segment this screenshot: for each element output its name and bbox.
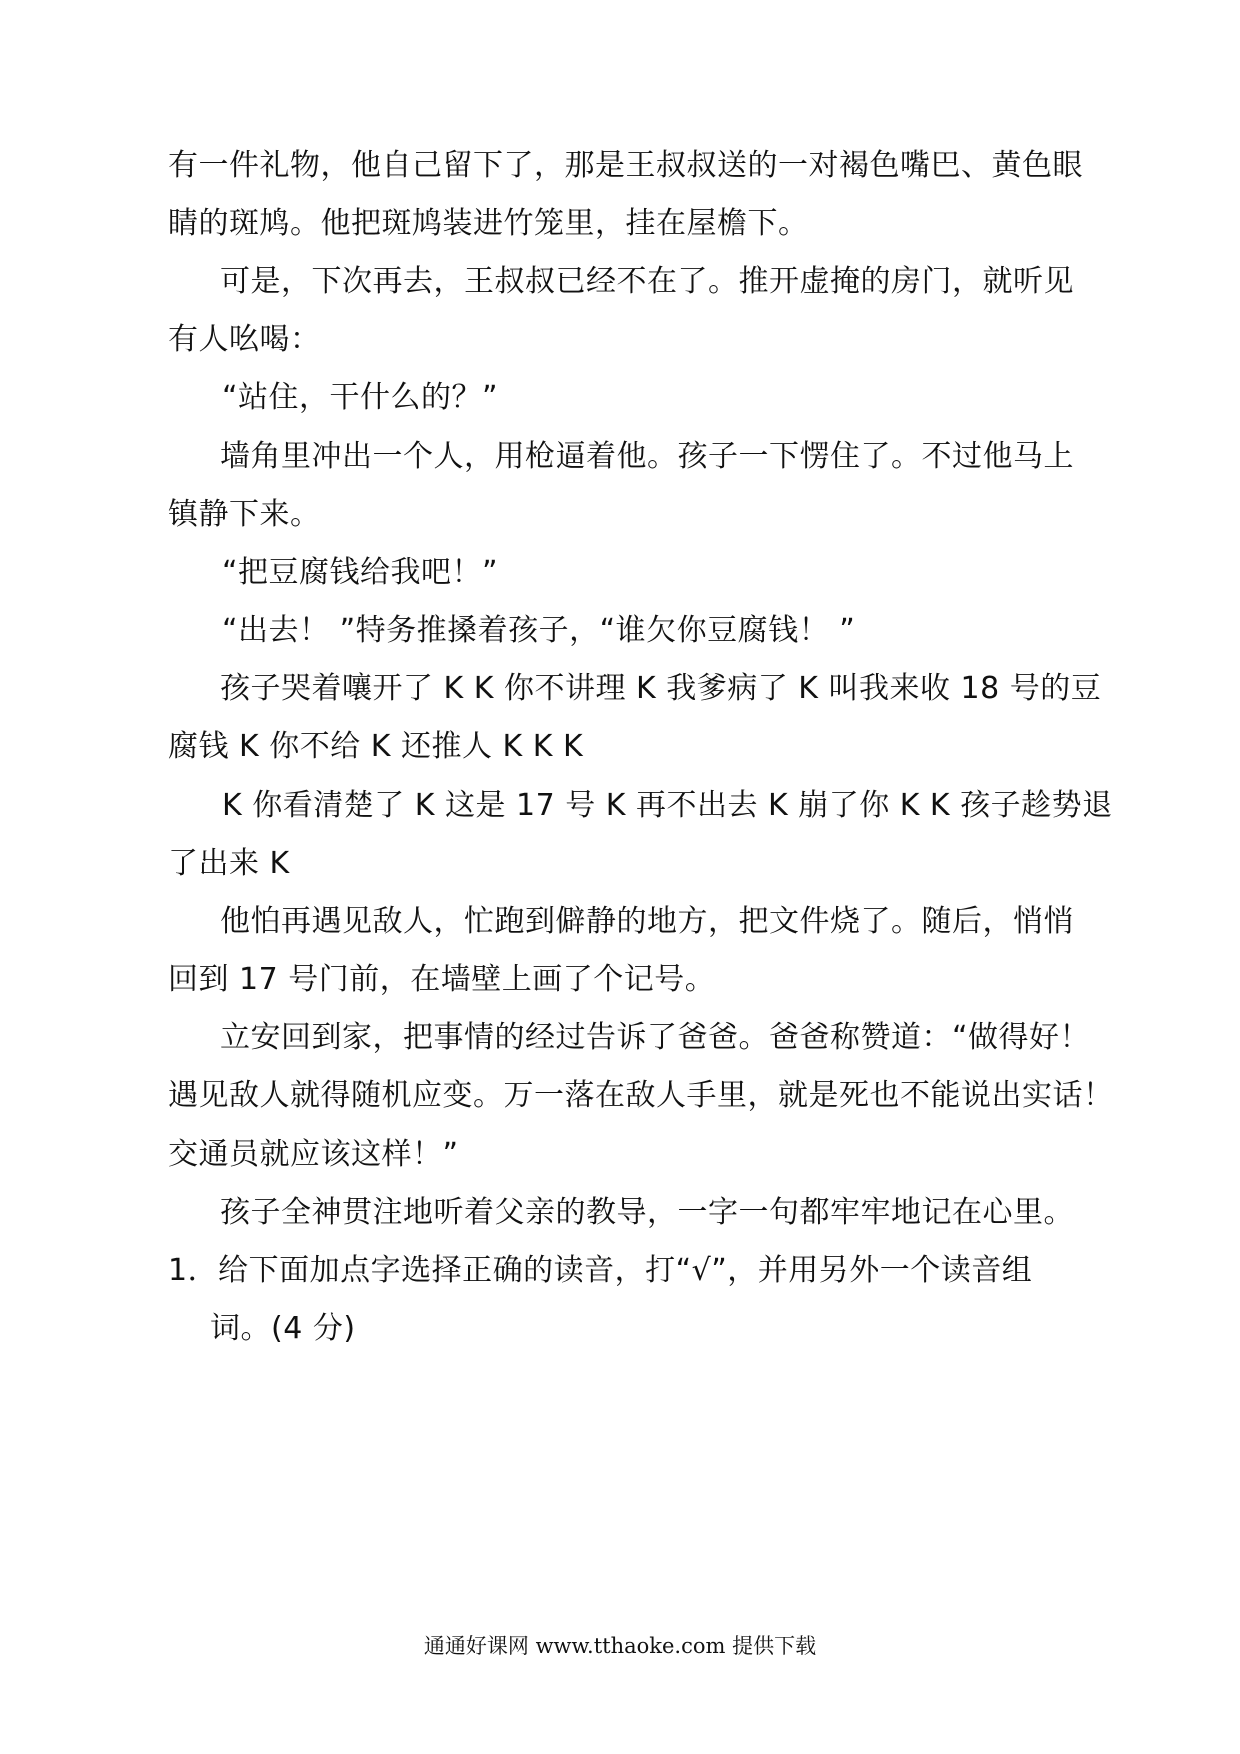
passage-line: 回到 17 号门前，在墙壁上画了个记号。	[168, 962, 716, 997]
passage-line: 交通员就应该这样！”	[168, 1137, 459, 1172]
question-text-continued: 词。(4 分)	[210, 1311, 356, 1346]
passage-line: 有人吆喝：	[168, 322, 321, 357]
passage-line: 墙角里冲出一个人，用枪逼着他。孩子一下愣住了。不过他马上	[220, 439, 1074, 474]
passage-line: 了出来 K	[168, 846, 290, 881]
passage-line: 镇静下来。	[168, 497, 321, 532]
passage-line: K 你看清楚了 K 这是 17 号 K 再不出去 K 崩了你 K K 孩子趁势退	[222, 788, 1113, 823]
footer-credit: 通通好课网 www.tthaoke.com 提供下载	[423, 1634, 817, 1658]
passage-line: 有一件礼物，他自己留下了，那是王叔叔送的一对褐色嘴巴、黄色眼	[168, 148, 1083, 183]
passage-line: 可是，下次再去，王叔叔已经不在了。推开虚掩的房门，就听见	[220, 264, 1074, 299]
passage-line: 他怕再遇见敌人，忙跑到僻静的地方，把文件烧了。随后，悄悄	[220, 904, 1074, 939]
passage-line: 睛的斑鸠。他把斑鸠装进竹笼里，挂在屋檐下。	[168, 206, 809, 241]
passage-line: 遇见敌人就得随机应变。万一落在敌人手里，就是死也不能说出实话！	[168, 1078, 1114, 1113]
passage-line: 立安回到家，把事情的经过告诉了爸爸。爸爸称赞道：“做得好！	[220, 1020, 1091, 1055]
passage-line: 腐钱 K 你不给 K 还推人 K K K	[168, 729, 584, 764]
passage-line: “出去！ ”特务推搡着孩子，“谁欠你豆腐钱！ ”	[222, 613, 856, 648]
passage-line: 孩子哭着嚷开了 K K 你不讲理 K 我爹病了 K 叫我来收 18 号的豆	[220, 671, 1102, 706]
passage-line: “站住，干什么的？”	[222, 380, 499, 415]
question-text: 1．给下面加点字选择正确的读音，打“√”，并用另外一个读音组	[168, 1253, 1033, 1288]
passage-line: 孩子全神贯注地听着父亲的教导，一字一句都牢牢地记在心里。	[220, 1195, 1074, 1230]
passage-line: “把豆腐钱给我吧！”	[222, 555, 499, 590]
